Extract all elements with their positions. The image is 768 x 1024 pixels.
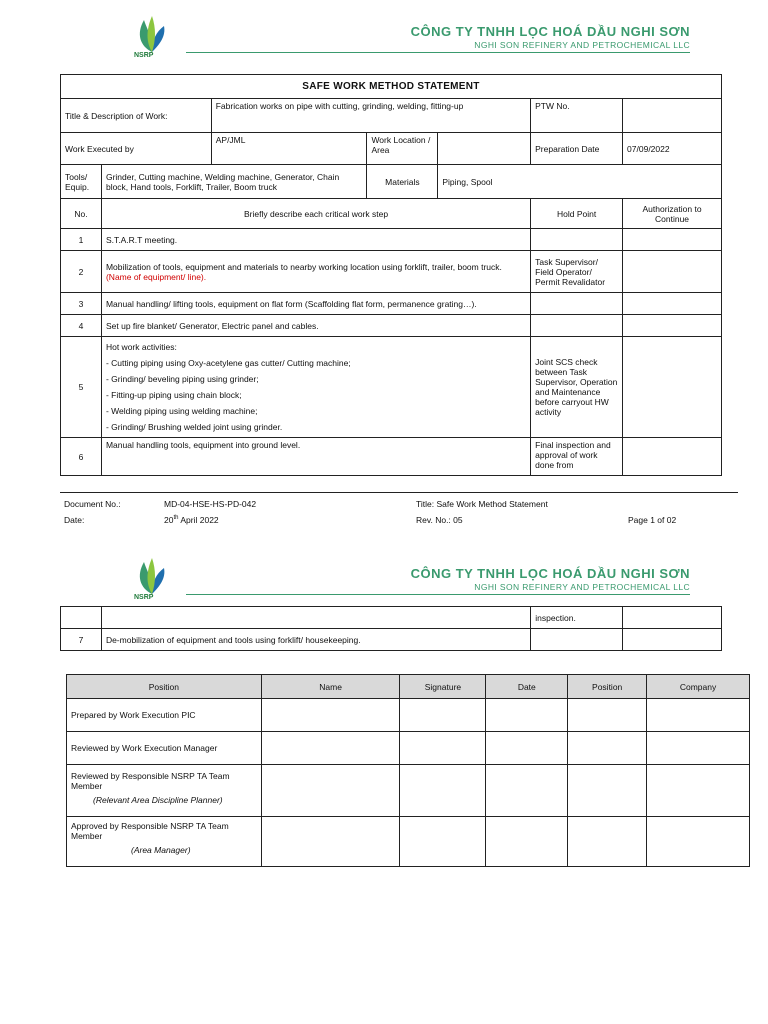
tools-value[interactable]: Grinder, Cutting machine, Welding machine, Generator, Chain block, Hand tools, Forklift, Trailer, Boom truck: [101, 165, 366, 199]
step-desc-cell: [101, 337, 530, 438]
rev-no: Rev. No.: 05: [416, 515, 463, 525]
signoff-row: [67, 765, 750, 817]
signoff-position-field[interactable]: [568, 699, 647, 732]
prep-date-value[interactable]: 07/09/2022: [623, 133, 722, 165]
step-line: - Fitting-up piping using chain block;: [105, 390, 242, 400]
step-hold: Task Supervisor/ Field Operator/ Permit Revalidator: [531, 251, 623, 293]
col-header-position-2: Position: [568, 675, 647, 699]
step-no: 5: [61, 337, 102, 438]
ptw-value[interactable]: [623, 99, 722, 133]
company-name-block: [411, 24, 690, 50]
step-auth[interactable]: [623, 607, 722, 629]
signoff-position-field[interactable]: [568, 765, 647, 817]
signoff-position: Approved by Responsible NSRP TA Team Member: [71, 821, 229, 841]
company-name-block: [411, 566, 690, 592]
prep-date-label: Preparation Date: [531, 133, 623, 165]
signoff-name[interactable]: [261, 765, 400, 817]
title-desc-label: Title & Description of Work:: [61, 99, 212, 133]
signoff-name[interactable]: [261, 817, 400, 867]
signoff-position-field[interactable]: [568, 732, 647, 765]
signoff-position: Prepared by Work Execution PIC: [67, 699, 262, 732]
step-desc-cell: [101, 251, 530, 293]
swms-table: [60, 74, 722, 476]
executed-by-label: Work Executed by: [61, 133, 212, 165]
table-row: [61, 229, 722, 251]
step-auth[interactable]: [623, 438, 722, 476]
signoff-position-field[interactable]: [568, 817, 647, 867]
step-line: - Grinding/ Brushing welded joint using grinder.: [105, 422, 283, 432]
ptw-label: PTW No.: [531, 99, 623, 133]
doc-no-value: MD-04-HSE-HS-PD-042: [164, 499, 257, 509]
page-number: Page 1 of 02: [628, 515, 677, 525]
step-no: 6: [61, 438, 102, 476]
executed-by-value[interactable]: AP/JML: [211, 133, 367, 165]
company-name-en: NGHI SON REFINERY AND PETROCHEMICAL LLC: [474, 582, 690, 592]
page-header-2: [60, 550, 738, 610]
step-auth[interactable]: [623, 315, 722, 337]
signoff-company[interactable]: [647, 817, 750, 867]
company-name-vn: CÔNG TY TNHH LỌC HOÁ DẦU NGHI SƠN: [410, 566, 690, 581]
tools-label: Tools/ Equip.: [61, 165, 102, 199]
signoff-company[interactable]: [647, 732, 750, 765]
swms-table-continued: [60, 606, 722, 651]
signoff-table: [66, 674, 750, 867]
step-desc: Manual handling/ lifting tools, equipment on flat form (Scaffolding flat form, permanence grating…).: [101, 293, 530, 315]
date-day: 20: [164, 515, 174, 525]
logo-text: NSRP: [134, 52, 154, 59]
step-no: 7: [61, 629, 102, 651]
step-auth[interactable]: [623, 229, 722, 251]
step-no: 2: [61, 251, 102, 293]
step-hold: Final inspection and approval of work done from: [531, 438, 623, 476]
step-auth[interactable]: [623, 337, 722, 438]
col-header-position: Position: [67, 675, 262, 699]
step-desc: S.T.A.R.T meeting.: [101, 229, 530, 251]
step-hold: Joint SCS check between Task Supervisor, Operation and Maintenance before carryout HW activity: [531, 337, 623, 438]
step-no: [61, 607, 102, 629]
table-row: [61, 315, 722, 337]
col-header-auth: Authorization to Continue: [623, 199, 722, 229]
logo-text: NSRP: [134, 594, 154, 601]
step-desc: Mobilization of tools, equipment and materials to nearby working location using forklift, trailer, boom truck.: [105, 261, 502, 272]
company-name-vn: CÔNG TY TNHH LỌC HOÁ DẦU NGHI SƠN: [410, 24, 690, 39]
step-auth[interactable]: [623, 629, 722, 651]
step-hold: [531, 629, 623, 651]
step-line: - Welding piping using welding machine;: [105, 406, 258, 416]
signoff-row: [67, 732, 750, 765]
col-header-name: Name: [261, 675, 400, 699]
form-title: SAFE WORK METHOD STATEMENT: [61, 75, 722, 99]
signoff-signature[interactable]: [400, 817, 486, 867]
signoff-name[interactable]: [261, 732, 400, 765]
step-no: 4: [61, 315, 102, 337]
table-row: [61, 629, 722, 651]
date-label: Date:: [64, 515, 85, 525]
step-hold: [531, 293, 623, 315]
materials-label: Materials: [367, 165, 438, 199]
location-label: Work Location / Area: [367, 133, 438, 165]
header-rule: [186, 52, 690, 53]
step-line: - Grinding/ beveling piping using grinder;: [105, 374, 259, 384]
signoff-row: [67, 817, 750, 867]
step-hold: [531, 229, 623, 251]
table-row: [61, 607, 722, 629]
page-footer: [60, 492, 738, 525]
table-row: [61, 251, 722, 293]
col-header-no: No.: [61, 199, 102, 229]
step-desc: De-mobilization of equipment and tools using forklift/ housekeeping.: [101, 629, 530, 651]
signoff-position-cell: [67, 765, 262, 817]
step-no: 3: [61, 293, 102, 315]
signoff-signature[interactable]: [400, 732, 486, 765]
step-desc: [101, 607, 530, 629]
signoff-position: Reviewed by Responsible NSRP TA Team Member: [71, 771, 230, 791]
step-hold: inspection.: [531, 607, 623, 629]
signoff-date[interactable]: [486, 765, 568, 817]
table-row: [61, 293, 722, 315]
col-header-hold: Hold Point: [531, 199, 623, 229]
signoff-name[interactable]: [261, 699, 400, 732]
signoff-signature[interactable]: [400, 699, 486, 732]
signoff-company[interactable]: [647, 699, 750, 732]
signoff-row: [67, 699, 750, 732]
col-header-company: Company: [647, 675, 750, 699]
location-value[interactable]: [438, 133, 531, 165]
table-row: [61, 438, 722, 476]
step-no: 1: [61, 229, 102, 251]
step-auth[interactable]: [623, 293, 722, 315]
step-desc: Set up fire blanket/ Generator, Electric panel and cables.: [101, 315, 530, 337]
title-desc-value[interactable]: Fabrication works on pipe with cutting, grinding, welding, fitting-up: [211, 99, 530, 133]
col-header-date: Date: [486, 675, 568, 699]
col-header-step: Briefly describe each critical work step: [101, 199, 530, 229]
step-desc: Hot work activities:: [105, 342, 177, 352]
signoff-sub: (Relevant Area Discipline Planner): [93, 795, 223, 805]
signoff-date[interactable]: [486, 699, 568, 732]
col-header-signature: Signature: [400, 675, 486, 699]
company-name-en: NGHI SON REFINERY AND PETROCHEMICAL LLC: [474, 40, 690, 50]
step-note: (Name of equipment/ line).: [105, 271, 207, 282]
doc-no-label: Document No.:: [64, 499, 121, 509]
date-sup: th: [173, 515, 179, 522]
signoff-sub: (Area Manager): [131, 845, 191, 855]
step-line: - Cutting piping using Oxy-acetylene gas cutter/ Cutting machine;: [105, 358, 351, 368]
signoff-date[interactable]: [486, 732, 568, 765]
date-rest: April 2022: [178, 515, 219, 525]
signoff-date[interactable]: [486, 817, 568, 867]
table-row: [61, 337, 722, 438]
materials-value[interactable]: Piping, Spool: [438, 165, 722, 199]
signoff-position: Reviewed by Work Execution Manager: [67, 732, 262, 765]
signoff-position-cell: [67, 817, 262, 867]
step-desc: Manual handling tools, equipment into ground level.: [101, 438, 530, 476]
footer-title: Title: Safe Work Method Statement: [416, 499, 548, 509]
header-rule: [186, 594, 690, 595]
step-auth[interactable]: [623, 251, 722, 293]
page-header: [60, 8, 738, 68]
step-hold: [531, 315, 623, 337]
date-value: [164, 515, 219, 525]
signoff-company[interactable]: [647, 765, 750, 817]
signoff-signature[interactable]: [400, 765, 486, 817]
